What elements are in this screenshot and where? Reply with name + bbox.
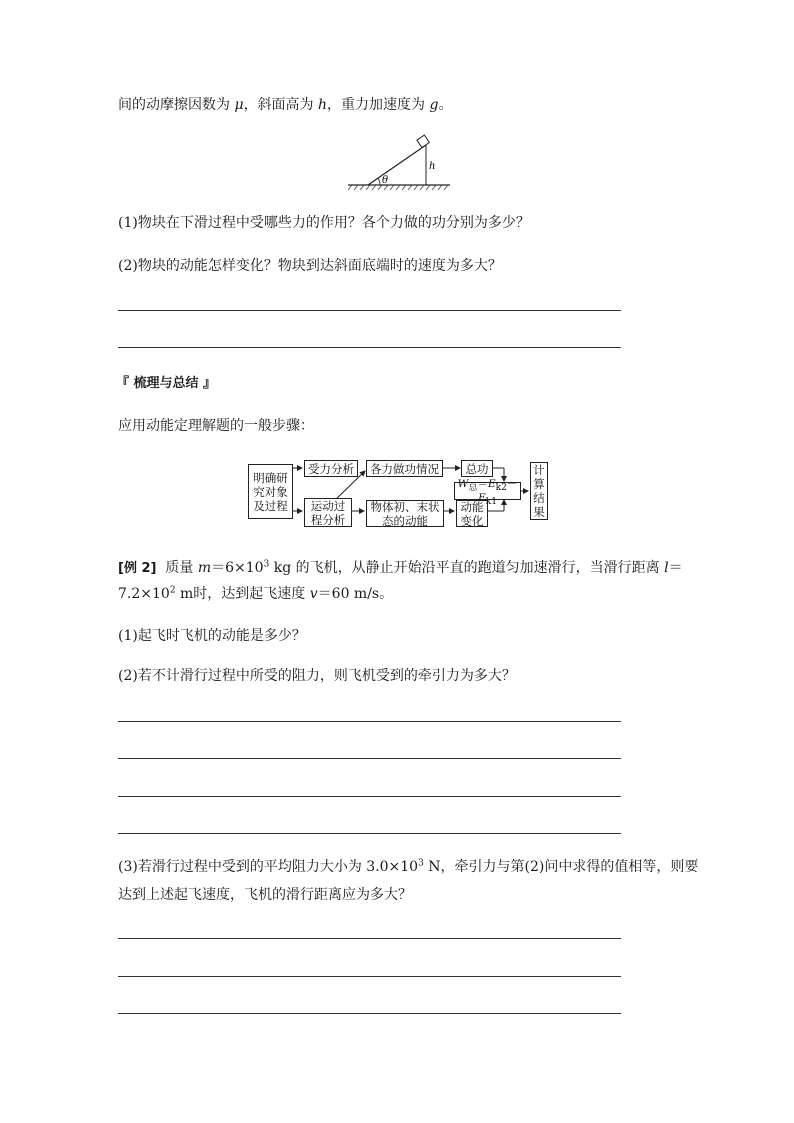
flow-result-char: 计 xyxy=(533,463,545,477)
flow-box-initial-final-ke xyxy=(366,500,444,527)
answer-line xyxy=(118,721,621,722)
flow-box-result xyxy=(530,462,548,520)
flowchart xyxy=(248,456,550,526)
exponent: 2 xyxy=(169,585,176,596)
g-symbol: g xyxy=(429,97,439,113)
example-text: ＝60 m/s。 xyxy=(317,586,394,602)
exponent: 3 xyxy=(263,559,270,570)
example-2-line-2 xyxy=(118,584,393,604)
answer-line xyxy=(118,796,621,797)
incline-figure xyxy=(340,133,460,195)
intro-text-4: 。 xyxy=(438,97,453,113)
example-text: 7.2×10 xyxy=(118,586,170,602)
h-label: h xyxy=(429,161,436,172)
flow-states-line: 物体初、末状 xyxy=(370,499,440,514)
l-symbol: l xyxy=(664,560,669,576)
flow-states-line: 态的动能 xyxy=(382,513,428,528)
flow-force-label: 受力分析 xyxy=(308,461,354,476)
flow-motion-line: 程分析 xyxy=(310,512,346,527)
m-symbol: m xyxy=(197,560,212,576)
h-symbol: h xyxy=(318,97,328,113)
formula-w: W xyxy=(457,478,469,490)
example-text: ＝6×10 xyxy=(211,560,264,576)
flow-result-char: 算 xyxy=(533,477,545,491)
flow-result-char: 果 xyxy=(533,505,545,519)
flow-result-char: 结 xyxy=(533,491,545,505)
mu-symbol: μ xyxy=(234,97,244,113)
example-question-3-line-1 xyxy=(118,857,698,877)
answer-line xyxy=(118,347,621,348)
exponent: 3 xyxy=(418,858,424,869)
answer-line xyxy=(118,938,621,939)
answer-line xyxy=(118,310,621,311)
answer-line xyxy=(118,1013,621,1014)
flow-ke-line: 变化 xyxy=(460,513,484,528)
flow-ke-line: 动能 xyxy=(460,499,484,514)
ground-hatching xyxy=(348,185,448,190)
flow-work-label: 各力做功情况 xyxy=(370,461,439,476)
example-question-3-line-2: 达到上述起飞速度，飞机的滑行距离应为多大？ xyxy=(118,887,412,903)
example-question-2: (2)若不计滑行过程中所受的阻力，则飞机受到的牵引力为多大？ xyxy=(118,668,516,684)
intro-text-3: ，重力加速度为 xyxy=(327,97,430,113)
flow-start-line: 究对象 xyxy=(253,484,288,499)
example-text: 质量 xyxy=(165,560,198,576)
flow-box-total-work xyxy=(461,460,493,477)
incline-slope xyxy=(368,145,426,185)
answer-line xyxy=(118,976,621,977)
answer-line xyxy=(118,833,621,834)
answer-line xyxy=(118,758,621,759)
intro-text-1: 间的动摩擦因数为 xyxy=(118,97,235,113)
flow-start-line: 及过程 xyxy=(253,498,288,513)
formula-e2: E xyxy=(478,492,486,504)
flow-motion-line: 运动过 xyxy=(310,498,346,513)
flow-box-study-object xyxy=(248,464,293,519)
example-2-line-1 xyxy=(118,558,683,579)
formula-sub-total: 总 xyxy=(468,483,478,494)
flow-start-line: 明确研 xyxy=(253,470,288,485)
question-1: (1)物块在下滑过程中受哪些力的作用？各个力做的功分别为多少？ xyxy=(118,215,530,231)
example-q3-text: N，牵引力与第(2)问中求得的值相等，则要 xyxy=(423,859,699,875)
theta-label: θ xyxy=(382,175,389,186)
flow-total-label: 总功 xyxy=(465,461,489,476)
summary-heading: 『 梳理与总结 』 xyxy=(116,376,217,391)
flow-box-motion-analysis xyxy=(304,498,352,527)
intro-line xyxy=(118,95,452,115)
formula-k1: k1 xyxy=(485,497,497,508)
formula-e1: E xyxy=(487,478,496,490)
angle-arc xyxy=(378,178,380,185)
formula-minus: － xyxy=(506,478,518,490)
example-tag: [例 2] xyxy=(118,561,157,576)
block xyxy=(417,135,429,147)
question-2: (2)物块的动能怎样变化？物块到达斜面底端时的速度为多大？ xyxy=(118,258,502,274)
formula-k2: k2 xyxy=(495,483,507,494)
example-text: kg 的飞机，从静止开始沿平直的跑道匀加速滑行，当滑行距离 xyxy=(269,560,665,576)
flow-box-work-status xyxy=(366,460,443,477)
flow-box-force-analysis xyxy=(304,460,358,477)
v-symbol: v xyxy=(309,586,318,602)
example-text: m时，达到起飞速度 xyxy=(175,586,310,602)
example-question-1: (1)起飞时飞机的动能是多少？ xyxy=(118,628,306,644)
steps-intro: 应用动能定理解题的一般步骤： xyxy=(118,418,314,434)
formula-eq: ＝ xyxy=(477,478,488,490)
example-q3-text: (3)若滑行过程中受到的平均阻力大小为 3.0×10 xyxy=(118,859,419,875)
intro-text-2: ，斜面高为 xyxy=(243,97,319,113)
example-text: ＝ xyxy=(668,560,683,576)
